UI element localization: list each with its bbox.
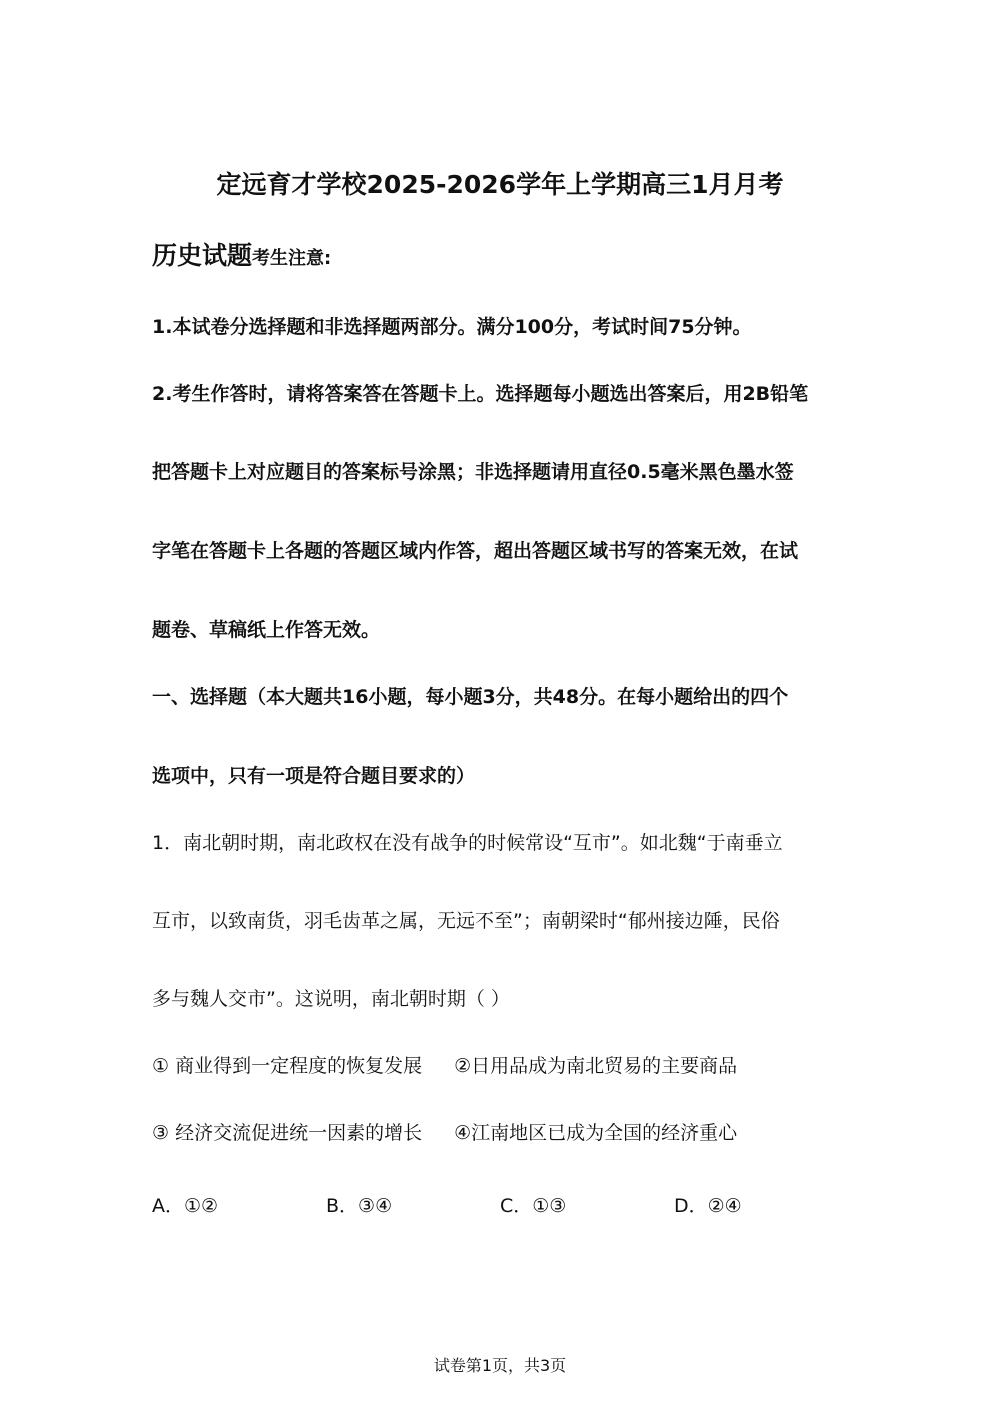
section-heading-cont: 选项中，只有一项是符合题目要求的） — [152, 765, 476, 787]
statement-1: ① 商业得到一定程度的恢复发展 — [152, 1055, 423, 1077]
notice-item-2-cont-2: 字笔在答题卡上各题的答题区域内作答，超出答题区域书写的答案无效，在试 — [152, 540, 799, 562]
exam-title: 定远育才学校2025-2026学年上学期高三1月月考 — [216, 170, 784, 199]
statement-4: ④江南地区已成为全国的经济重心 — [454, 1122, 738, 1144]
notice-item-2-cont-3: 题卷、草稿纸上作答无效。 — [152, 619, 381, 641]
notice-item-2-cont-1: 把答题卡上对应题目的答案标号涂黑；非选择题请用直径0.5毫米黑色墨水签 — [152, 461, 794, 483]
statement-row-1 — [152, 1057, 737, 1076]
choice-a: A．①② — [152, 1195, 219, 1217]
subject-heading — [152, 243, 331, 268]
question-1-stem-line-3: 多与魏人交市”。这说明，南北朝时期（ ） — [152, 988, 510, 1010]
question-1-stem-line-1: 1．南北朝时期，南北政权在没有战争的时候常设“互市”。如北魏“于南垂立 — [152, 832, 783, 854]
choice-c: C．①③ — [500, 1195, 567, 1217]
answer-choices — [152, 1191, 852, 1215]
section-heading: 一、选择题（本大题共16小题，每小题3分，共48分。在每小题给出的四个 — [152, 686, 789, 708]
choice-d: D．②④ — [674, 1195, 742, 1217]
statement-row-2 — [152, 1124, 737, 1143]
question-1-stem-line-2: 互市，以致南货，羽毛齿革之属，无远不至”；南朝梁时“郁州接边陲，民俗 — [152, 910, 780, 932]
notice-item-1: 1.本试卷分选择题和非选择题两部分。满分100分，考试时间75分钟。 — [152, 316, 752, 338]
statement-2: ②日用品成为南北贸易的主要商品 — [454, 1055, 738, 1077]
choice-b: B．③④ — [326, 1195, 393, 1217]
page-footer: 试卷第1页，共3页 — [433, 1356, 567, 1375]
subject-title: 历史试题 — [152, 241, 253, 270]
notice-label: 考生注意: — [252, 248, 332, 269]
statement-3: ③ 经济交流促进统一因素的增长 — [152, 1122, 423, 1144]
notice-item-2: 2.考生作答时，请将答案答在答题卡上。选择题每小题选出答案后，用2B铅笔 — [152, 383, 809, 405]
